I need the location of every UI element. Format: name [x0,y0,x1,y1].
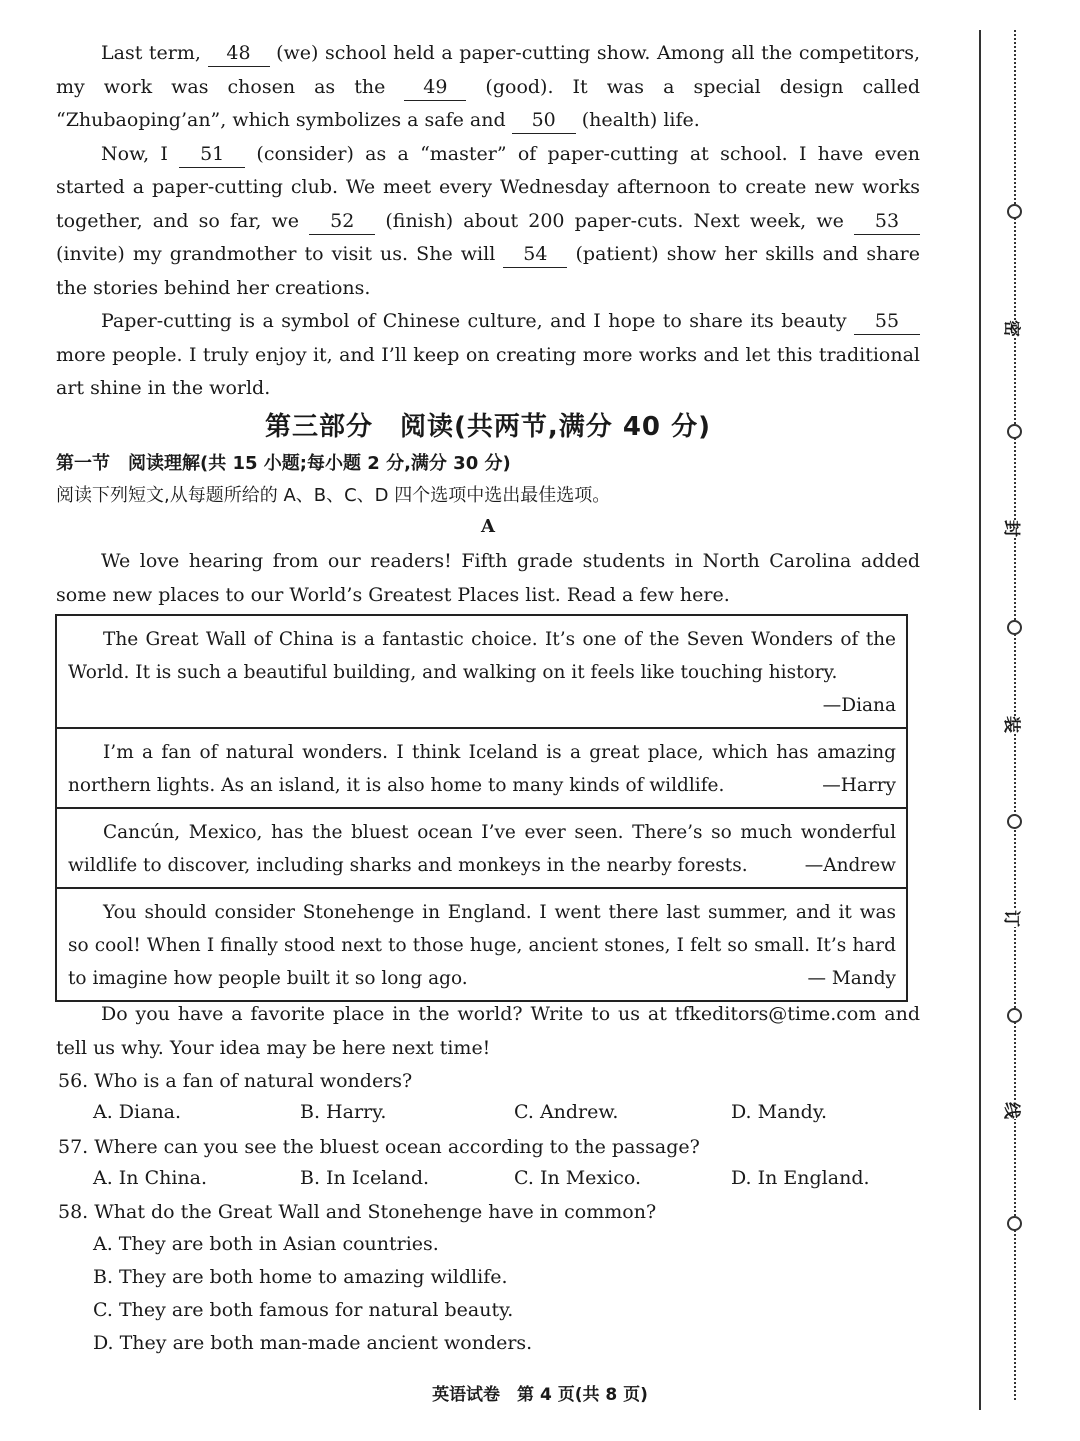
binding-char: 线 [1001,1102,1026,1119]
entry-mandy [57,889,906,1000]
option-b[interactable]: B. In Iceland. [300,1167,430,1189]
binding-hole-icon [1007,1008,1022,1023]
blank-54: 54 [503,241,567,268]
entry-harry [57,729,906,809]
page-footer: 英语试卷 第 4 页(共 8 页) [432,1385,648,1405]
binding-hole-icon [1007,424,1022,439]
entry-author: — Mandy [807,968,896,989]
binding-hole-icon [1007,1216,1022,1231]
binding-hole-icon [1007,814,1022,829]
entry-text: Cancún, Mexico, has the bluest ocean I’ve ever seen. There’s so much wonderful wildlife to discover, including sharks and monkeys in the nearby forests. [68,822,896,876]
passage-outro-block [56,998,920,1065]
binding-char: 订 [1001,910,1026,927]
cloze-passage [56,37,920,406]
entry-author: —Harry [822,775,896,796]
option-d[interactable]: D. Mandy. [731,1101,828,1123]
passage-label: A [481,516,495,537]
binding-char: 密 [1001,320,1026,337]
section-instructions: 阅读下列短文,从每题所给的 A、B、C、D 四个选项中选出最佳选项。 [56,485,611,506]
binding-char: 封 [1001,520,1026,537]
option-a[interactable]: A. In China. [93,1167,208,1189]
binding-strip [1000,30,1030,1410]
passage-intro: We love hearing from our readers! Fifth grade students in North Carolina added some new places to our World’s Greatest Places list. Read a few here. [56,550,920,606]
binding-char: 装 [1001,716,1026,733]
entry-author: —Diana [822,695,896,716]
blank-48: 48 [208,40,270,67]
blank-50: 50 [512,107,576,134]
option-d[interactable]: D. In England. [731,1167,870,1189]
entry-text: I’m a fan of natural wonders. I think Iceland is a great place, which has amazing northern lights. As an island, it is also home to many kinds of wildlife. [68,742,896,796]
entry-andrew [57,809,906,889]
blank-52: 52 [309,208,375,235]
binding-dotted-line [1014,30,1016,1400]
option-b[interactable]: B. Harry. [300,1101,387,1123]
entry-diana [57,616,906,729]
reader-entries-box [55,614,908,1002]
question-57: 57. Where can you see the bluest ocean according to the passage? [58,1136,700,1158]
option-a[interactable]: A. They are both in Asian countries. [93,1233,439,1255]
cloze-paragraph-2: Now, I 51 (consider) as a “master” of paper-cutting at school. I have even started a paper-cutting club. We meet every Wednesday afternoon to create new works together, and so far, we 52 (finish) about 200 paper-cuts. Next week, we 53 (invite) my grandmother to visit us. She will 54 (patient) show her skills and share the stories behind her creations. [56,142,921,299]
cloze-paragraph-1: Last term, 48 (we) school held a paper-cutting show. Among all the competitors, my work was chosen as the 49 (good). It was a special design called “Zhubaoping’an”, which symbolizes a safe and 50 (health) life. [56,37,920,138]
option-c[interactable]: C. Andrew. [514,1101,619,1123]
blank-53: 53 [854,208,920,235]
blank-51: 51 [179,141,245,168]
section-subtitle: 第一节 阅读理解(共 15 小题;每小题 2 分,满分 30 分) [56,453,511,474]
binding-hole-icon [1007,620,1022,635]
section-title: 第三部分 阅读(共两节,满分 40 分) [265,412,711,442]
margin-line [979,30,981,1410]
question-56: 56. Who is a fan of natural wonders? [58,1070,413,1092]
binding-hole-icon [1007,204,1022,219]
blank-49: 49 [404,74,466,101]
question-58: 58. What do the Great Wall and Stonehenge have in common? [58,1201,657,1223]
cloze-paragraph-3: Paper-cutting is a symbol of Chinese culture, and I hope to share its beauty 55 more people. I truly enjoy it, and I’ll keep on creating more works and let this traditional art shine in the world. [56,310,920,399]
option-d[interactable]: D. They are both man-made ancient wonders. [93,1332,533,1354]
entry-text: You should consider Stonehenge in England. I went there last summer, and it was so cool! When I finally stood next to those huge, ancient stones, I felt so small. It’s hard to imagine how people built it so long ago. [68,902,896,989]
option-b[interactable]: B. They are both home to amazing wildlife. [93,1266,508,1288]
option-a[interactable]: A. Diana. [93,1101,182,1123]
option-c[interactable]: C. They are both famous for natural beauty. [93,1299,514,1321]
passage-intro-block [56,545,920,612]
entry-text: The Great Wall of China is a fantastic choice. It’s one of the Seven Wonders of the World. It is such a beautiful building, and walking on it feels like touching history. [68,629,896,683]
entry-author: —Andrew [804,855,896,876]
blank-55: 55 [854,308,920,335]
option-c[interactable]: C. In Mexico. [514,1167,641,1189]
passage-outro: Do you have a favorite place in the world? Write to us at tfkeditors@time.com and tell us why. Your idea may be here next time! [56,1003,920,1059]
